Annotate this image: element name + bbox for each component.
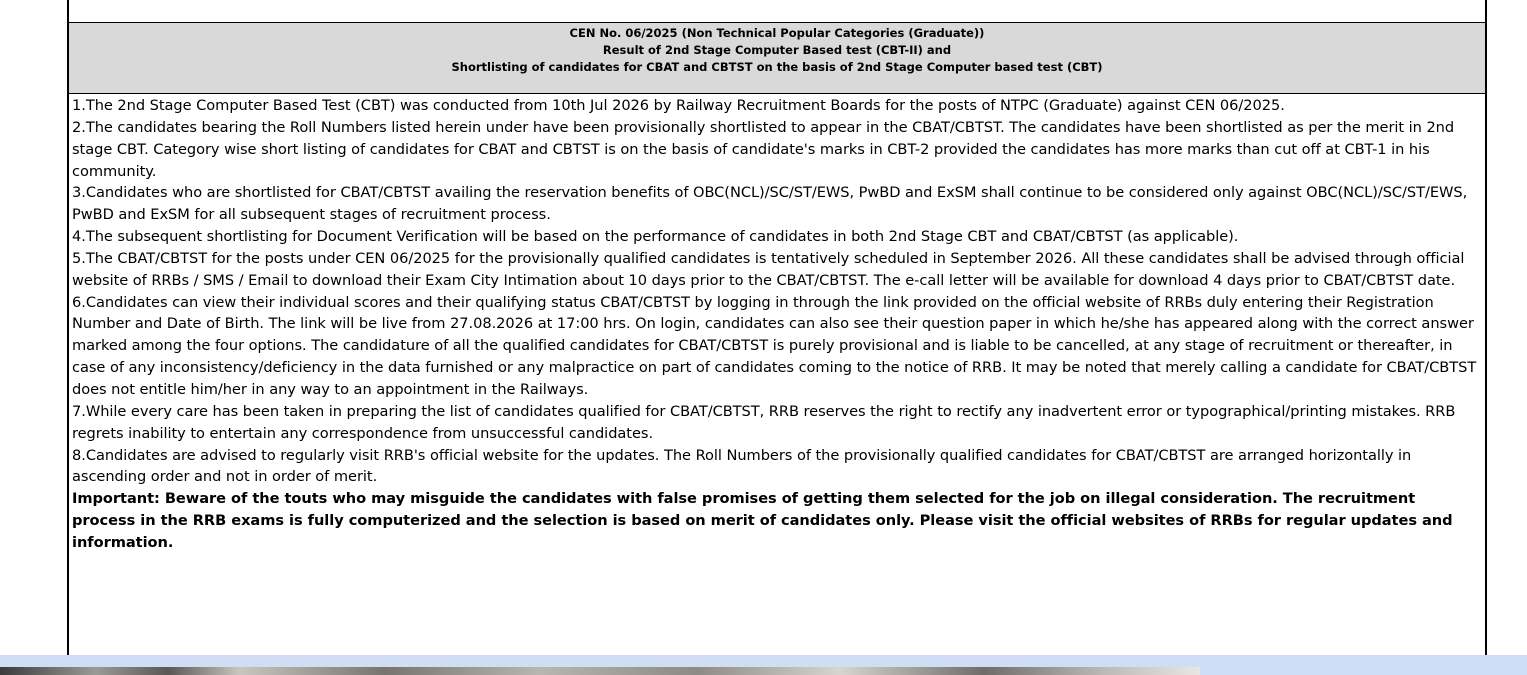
notice-body <box>72 95 1477 554</box>
paragraph-7: 7.While every care has been taken in preparing the list of candidates qualified for CBAT/CBTST, RRB reserves the right to rectify any inadvertent error or typographical/printing mistakes. RRB regrets inability to entertain any correspondence from unsuccessful candidates. <box>72 402 1456 442</box>
header-line-1: CEN No. 06/2025 (Non Technical Popular Categories (Graduate)) <box>569 26 985 40</box>
header-line-3: Shortlisting of candidates for CBAT and CBTST on the basis of 2nd Stage Computer based test (CBT) <box>451 60 1103 74</box>
paragraph-3: 3.Candidates who are shortlisted for CBAT/CBTST availing the reservation benefits of OBC(NCL)/SC/ST/EWS, PwBD and ExSM shall continue to be considered only against OBC(NCL)/SC/ST/EWS, PwBD and ExSM for all subsequent stages of recruitment process. <box>72 184 1468 224</box>
paragraph-1: 1.The 2nd Stage Computer Based Test (CBT) was conducted from 10th Jul 2026 by Railway Recruitment Boards for the posts of NTPC (Graduate) against CEN 06/2025. <box>72 97 1285 114</box>
header-line-2: Result of 2nd Stage Computer Based test (CBT-II) and <box>602 43 952 57</box>
paragraph-6: 6.Candidates can view their individual scores and their qualifying status CBAT/CBTST by logging in through the link provided on the official website of RRBs duly entering their Registration Number and Date of Birth. The link will be live from 27.08.2026 at 17:00 hrs. On login, candidates can also see their question paper in which he/she has appeared along with the correct answer marked among the four options. The candidature of all the qualified candidates for CBAT/CBTST is purely provisional and is liable to be cancelled, at any stage of recruitment or thereafter, in case of any inconsistency/deficiency in the data furnished or any malpractice on part of candidates coming to the notice of RRB. It may be noted that merely calling a candidate for CBAT/CBTST does not entitle him/her in any way to an appointment in the Railways. <box>72 293 1477 398</box>
notice-document <box>67 0 1487 655</box>
notice-header <box>69 23 1485 94</box>
important-notice: Important: Beware of the touts who may misguide the candidates with false promises of getting them selected for the job on illegal consideration. The recruitment process in the RRB exams is fully computerized and the selection is based on merit of candidates only. Please visit the official websites of RRBs for regular updates and information. <box>72 490 1453 551</box>
image-strip <box>0 667 1200 675</box>
paragraph-4: 4.The subsequent shortlisting for Document Verification will be based on the performance of candidates in both 2nd Stage CBT and CBAT/CBTST (as applicable). <box>72 228 1239 246</box>
paragraph-8: 8.Candidates are advised to regularly visit RRB's official website for the updates. The Roll Numbers of the provisionally qualified candidates for CBAT/CBTST are arranged horizontally in ascending order and not in order of merit. <box>72 446 1412 486</box>
paragraph-5: 5.The CBAT/CBTST for the posts under CEN 06/2025 for the provisionally qualified candidates is tentatively scheduled in September 2026. All these candidates shall be advised through official website of RRBs / SMS / Email to download their Exam City Intimation about 10 days prior to the CBAT/CBTST. The e-call letter will be available for download 4 days prior to CBAT/CBTST date. <box>72 249 1465 289</box>
paragraph-2: 2.The candidates bearing the Roll Numbers listed herein under have been provisionally shortlisted to appear in the CBAT/CBTST. The candidates have been shortlisted as per the merit in 2nd stage CBT. Category wise short listing of candidates for CBAT and CBTST is on the basis of candidate's marks in CBT-2 provided the candidates has more marks than cut off at CBT-1 in his community. <box>72 118 1455 180</box>
